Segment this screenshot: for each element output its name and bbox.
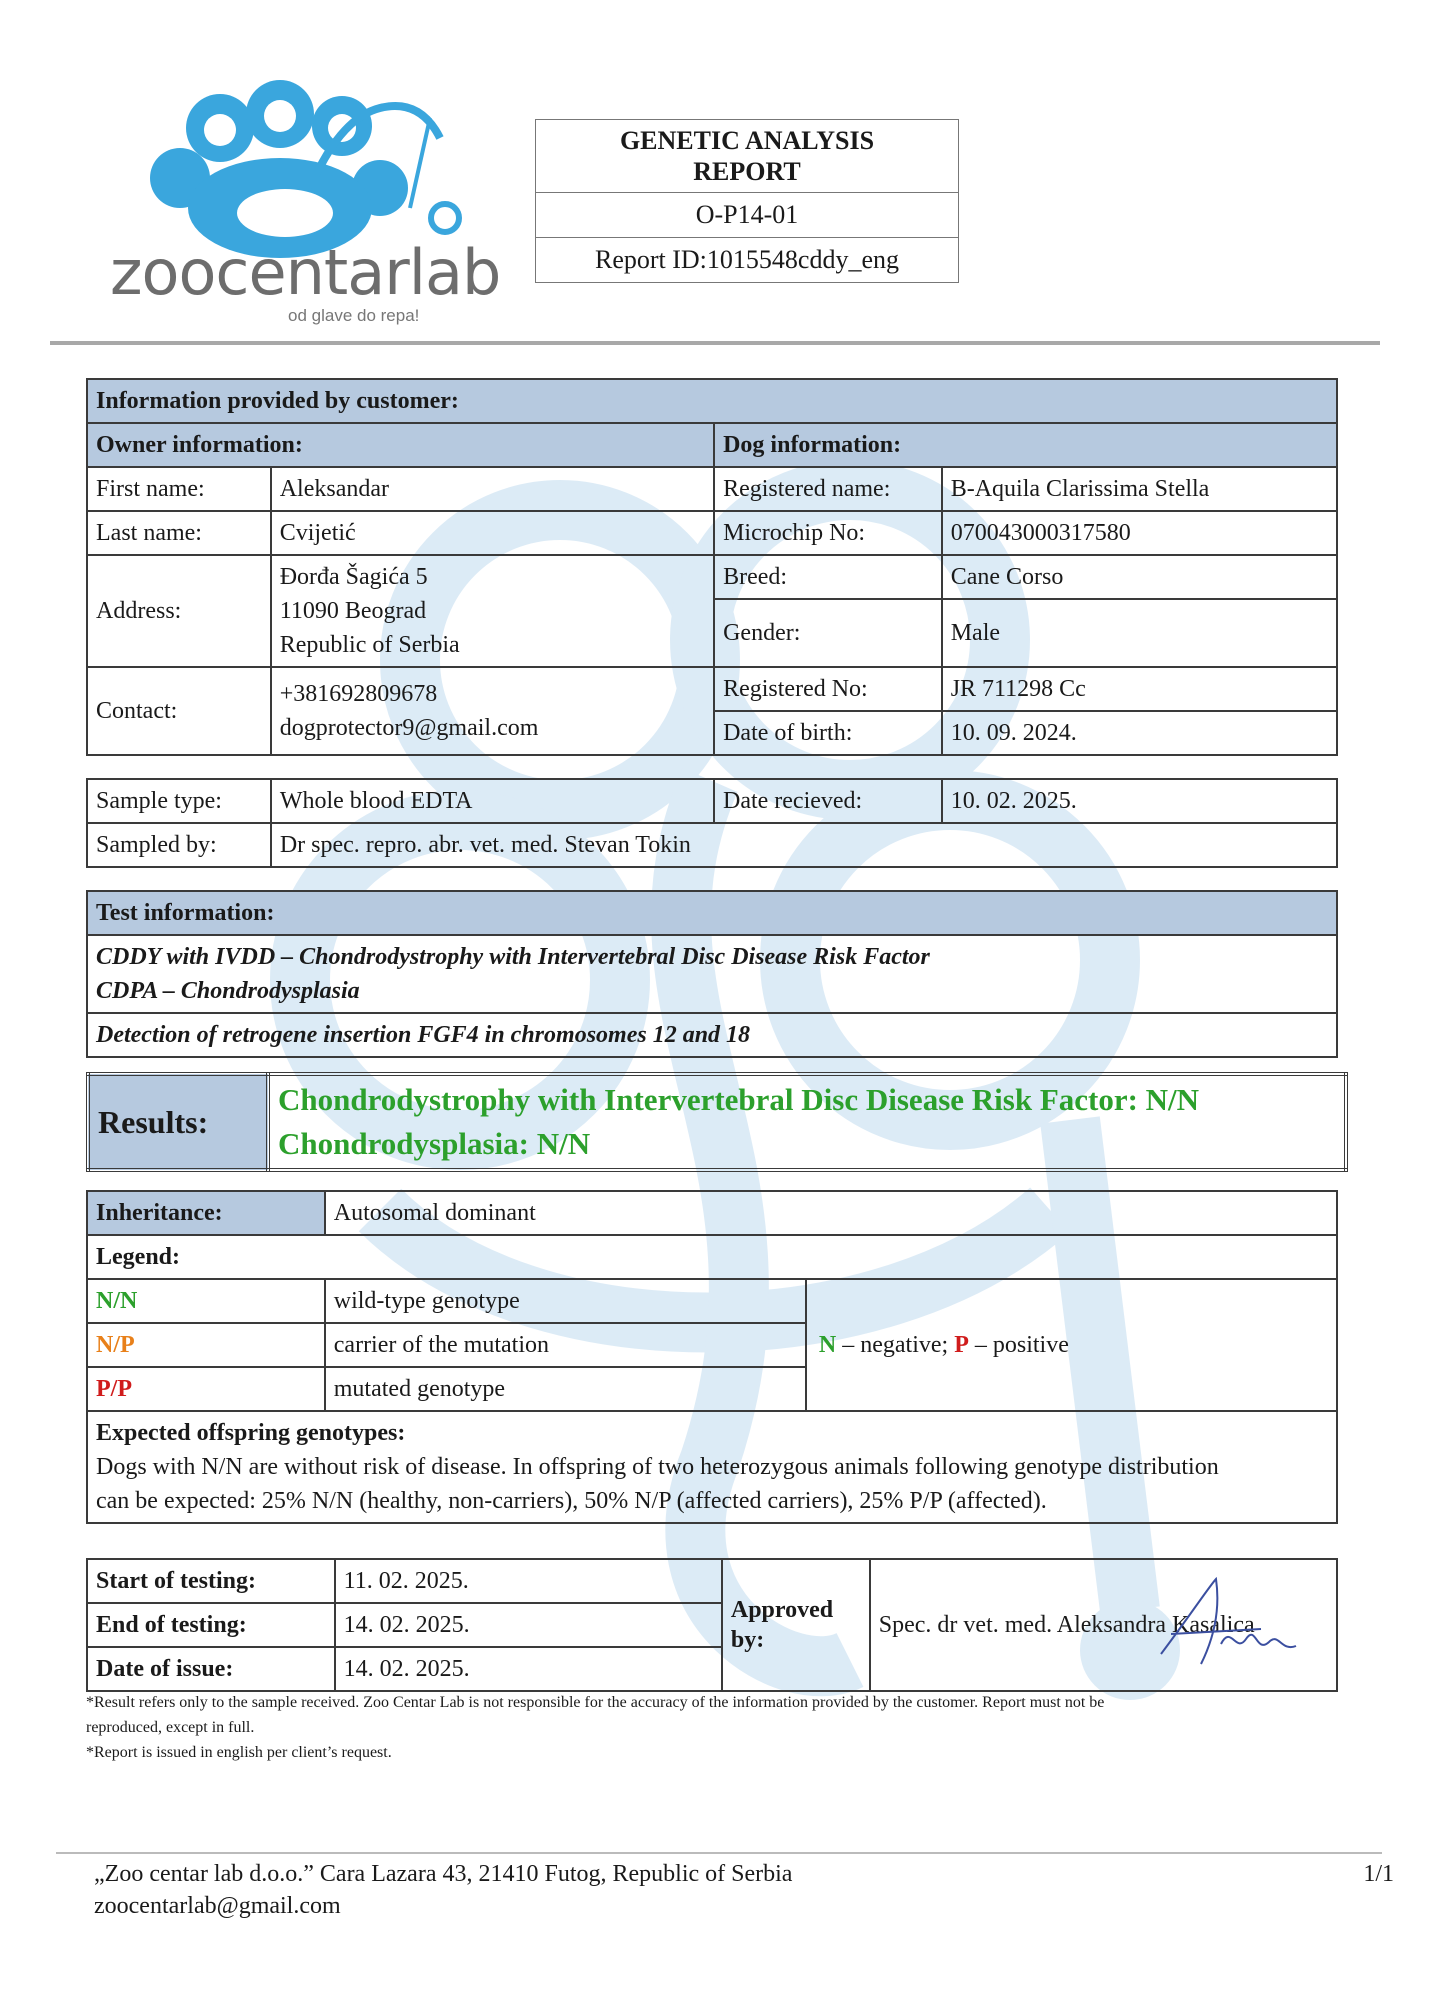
email-value: dogprotector9@gmail.com: [279, 715, 539, 741]
test-method: Detection of retrogene insertion FGF4 in chromosomes 12 and 18: [87, 1013, 1337, 1057]
address-value: [271, 555, 714, 667]
customer-info-table: [86, 378, 1338, 756]
disclaimer-notes: [86, 1690, 1346, 1765]
logo-tagline: od glave do repa!: [288, 306, 420, 325]
legend-code-nn: N/N: [87, 1279, 325, 1323]
last-name-value: Cvijetić: [271, 511, 714, 555]
key-n: N: [818, 1332, 837, 1358]
breed-label: Breed:: [714, 555, 942, 599]
key-n-text: – negative;: [836, 1332, 955, 1358]
note-text: *Report is issued in english per client’s request.: [86, 1744, 392, 1761]
results-value: [268, 1074, 1346, 1170]
test-name-cdpa: CDPA – Chondrodysplasia: [96, 978, 360, 1004]
address-line: Đorđa Šagića 5: [279, 564, 428, 590]
sample-type-value: Whole blood EDTA: [271, 779, 714, 823]
gender-label: Gender:: [714, 599, 942, 667]
contact-label: Contact:: [87, 667, 271, 755]
last-name-label: Last name:: [87, 511, 271, 555]
sample-type-label: Sample type:: [87, 779, 271, 823]
offspring-genotypes: [87, 1411, 1337, 1523]
footer-email: zoocentarlab@gmail.com: [94, 1893, 341, 1919]
address-line: Republic of Serbia: [279, 632, 460, 658]
dob-value: 10. 09. 2024.: [942, 711, 1337, 755]
address-label: Address:: [87, 555, 271, 667]
contact-value: [271, 667, 714, 755]
approver-name: Spec. dr vet. med. Aleksandra Kasalica: [878, 1612, 1255, 1638]
report-title-box: [535, 119, 959, 283]
header-divider: [50, 341, 1380, 345]
footer-divider: [56, 1852, 1382, 1854]
first-name-value: Aleksandar: [271, 467, 714, 511]
sampled-by-value: Dr spec. repro. abr. vet. med. Stevan Tokin: [271, 823, 1337, 867]
test-info-header: Test information:: [87, 891, 1337, 935]
microchip-value: 070043000317580: [942, 511, 1337, 555]
footer: [94, 1858, 1394, 1922]
signature-icon: [1151, 1574, 1301, 1674]
legend-desc-np: carrier of the mutation: [325, 1323, 806, 1367]
offspring-text: Dogs with N/N are without risk of disease. In offspring of two heterozygous animals following genotype distribution: [96, 1454, 1219, 1480]
registered-no-value: JR 711298 Cc: [942, 667, 1337, 711]
company-logo: [110, 78, 510, 328]
gender-value: Male: [942, 599, 1337, 667]
breed-value: Cane Corso: [942, 555, 1337, 599]
legend-key: [806, 1279, 1337, 1411]
inheritance-value: Autosomal dominant: [325, 1191, 1337, 1235]
dog-info-header: Dog information:: [714, 423, 1337, 467]
date-issue-label: Date of issue:: [87, 1647, 335, 1691]
legend-code-np: N/P: [87, 1323, 325, 1367]
test-name-cddy: CDDY with IVDD – Chondrodystrophy with Intervertebral Disc Disease Risk Factor: [96, 944, 930, 970]
paw-dna-icon: [110, 78, 510, 258]
phone-value: +381692809678: [279, 681, 438, 707]
note-text: reproduced, except in full.: [86, 1719, 255, 1736]
key-p: P: [954, 1332, 969, 1358]
date-received-label: Date recieved:: [714, 779, 942, 823]
approved-by-label: Approved by:: [722, 1559, 870, 1691]
first-name-label: First name:: [87, 467, 271, 511]
customer-info-header: Information provided by customer:: [87, 379, 1337, 423]
microchip-label: Microchip No:: [714, 511, 942, 555]
approver-cell: [870, 1559, 1337, 1691]
inheritance-table: [86, 1190, 1338, 1524]
start-testing-label: Start of testing:: [87, 1559, 335, 1603]
test-info-table: [86, 890, 1338, 1058]
sampled-by-label: Sampled by:: [87, 823, 271, 867]
note-text: *Result refers only to the sample received. Zoo Centar Lab is not responsible for the accuracy of the information provided by the customer. Report must not be: [86, 1694, 1105, 1711]
report-title: GENETIC ANALYSIS REPORT: [536, 120, 959, 193]
inheritance-label: Inheritance:: [87, 1191, 325, 1235]
offspring-text: can be expected: 25% N/N (healthy, non-carriers), 50% N/P (affected carriers), 25% P/P (affected).: [96, 1488, 1047, 1514]
registered-name-label: Registered name:: [714, 467, 942, 511]
results-table: [86, 1072, 1348, 1172]
start-testing-value: 11. 02. 2025.: [335, 1559, 722, 1603]
address-line: 11090 Beograd: [279, 598, 427, 624]
dob-label: Date of birth:: [714, 711, 942, 755]
legend-desc-pp: mutated genotype: [325, 1367, 806, 1411]
result-cddy: Chondrodystrophy with Intervertebral Disc Disease Risk Factor: N/N: [278, 1082, 1200, 1117]
report-id: Report ID:1015548cddy_eng: [536, 238, 959, 283]
end-testing-value: 14. 02. 2025.: [335, 1603, 722, 1647]
end-testing-label: End of testing:: [87, 1603, 335, 1647]
report-code: O-P14-01: [536, 193, 959, 238]
date-issue-value: 14. 02. 2025.: [335, 1647, 722, 1691]
registered-name-value: B-Aquila Clarissima Stella: [942, 467, 1337, 511]
page-number: 1/1: [1363, 1861, 1394, 1887]
logo-wordmark: zoocentarlab: [110, 236, 501, 309]
sample-table: [86, 778, 1338, 868]
footer-address: „Zoo centar lab d.o.o.” Cara Lazara 43, 21410 Futog, Republic of Serbia: [94, 1861, 793, 1887]
results-label: Results:: [88, 1074, 268, 1170]
result-cdpa: Chondrodysplasia: N/N: [278, 1126, 591, 1161]
key-p-text: – positive: [968, 1332, 1069, 1358]
offspring-label: Expected offspring genotypes:: [96, 1420, 406, 1446]
legend-desc-nn: wild-type genotype: [325, 1279, 806, 1323]
test-names: [87, 935, 1337, 1013]
owner-info-header: Owner information:: [87, 423, 714, 467]
testing-table: [86, 1558, 1338, 1692]
legend-code-pp: P/P: [87, 1367, 325, 1411]
registered-no-label: Registered No:: [714, 667, 942, 711]
date-received-value: 10. 02. 2025.: [942, 779, 1337, 823]
legend-label: Legend:: [87, 1235, 1337, 1279]
